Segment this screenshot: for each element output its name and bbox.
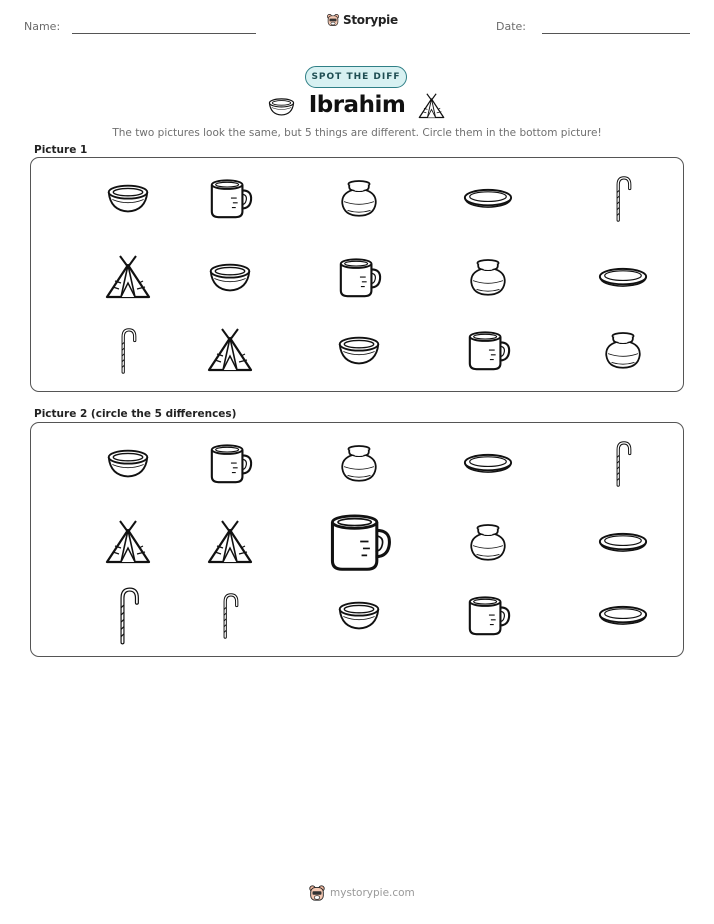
dish-icon[interactable] [597,529,649,558]
pot-icon[interactable] [337,442,381,486]
footer [308,884,415,902]
date-field[interactable] [542,33,690,34]
picture-2-panel[interactable] [30,422,684,657]
mug-icon [464,329,512,373]
bowl-icon [105,181,151,218]
brand-logo [326,13,398,27]
tent-icon [205,326,255,376]
picture-2-label: Picture 2 (circle the 5 differences) [34,408,237,420]
picture-1-panel [30,157,684,392]
mug-icon[interactable] [464,594,512,638]
tent-icon[interactable] [205,518,255,568]
name-field[interactable] [72,33,256,34]
tent-icon[interactable] [103,518,153,568]
cane-icon [613,175,633,223]
bear-icon [308,884,326,902]
footer-url[interactable]: mystorypie.com [330,887,415,899]
bowl-icon [207,260,253,297]
mug-icon[interactable] [324,511,394,575]
bowl-icon[interactable] [336,598,382,635]
mug-icon [335,256,383,300]
pot-icon [466,256,510,300]
name-label: Name: [24,20,61,33]
tent-icon [417,92,446,121]
picture-1-label: Picture 1 [34,144,88,156]
bowl-icon [336,333,382,370]
cane-icon[interactable] [220,592,240,640]
dish-icon[interactable] [597,602,649,631]
tent-icon [103,253,153,303]
cane-icon[interactable] [116,586,141,646]
brand-name: Storypie [343,13,398,27]
dish-icon [597,264,649,293]
spot-the-diff-badge: SPOT THE DIFF [305,66,407,88]
bear-icon [326,13,340,27]
pot-icon [337,177,381,221]
dish-icon [462,185,514,214]
cane-icon [118,327,138,375]
page-title: Ibrahim [308,92,406,118]
pot-icon [601,329,645,373]
cane-icon[interactable] [613,440,633,488]
bowl-icon[interactable] [105,446,151,483]
bowl-icon [267,96,296,119]
pot-icon[interactable] [466,521,510,565]
instructions: The two pictures look the same, but 5 things are different. Circle them in the bottom picture! [112,127,602,139]
mug-icon [206,177,254,221]
dish-icon[interactable] [462,450,514,479]
mug-icon[interactable] [206,442,254,486]
date-label: Date: [496,20,526,33]
